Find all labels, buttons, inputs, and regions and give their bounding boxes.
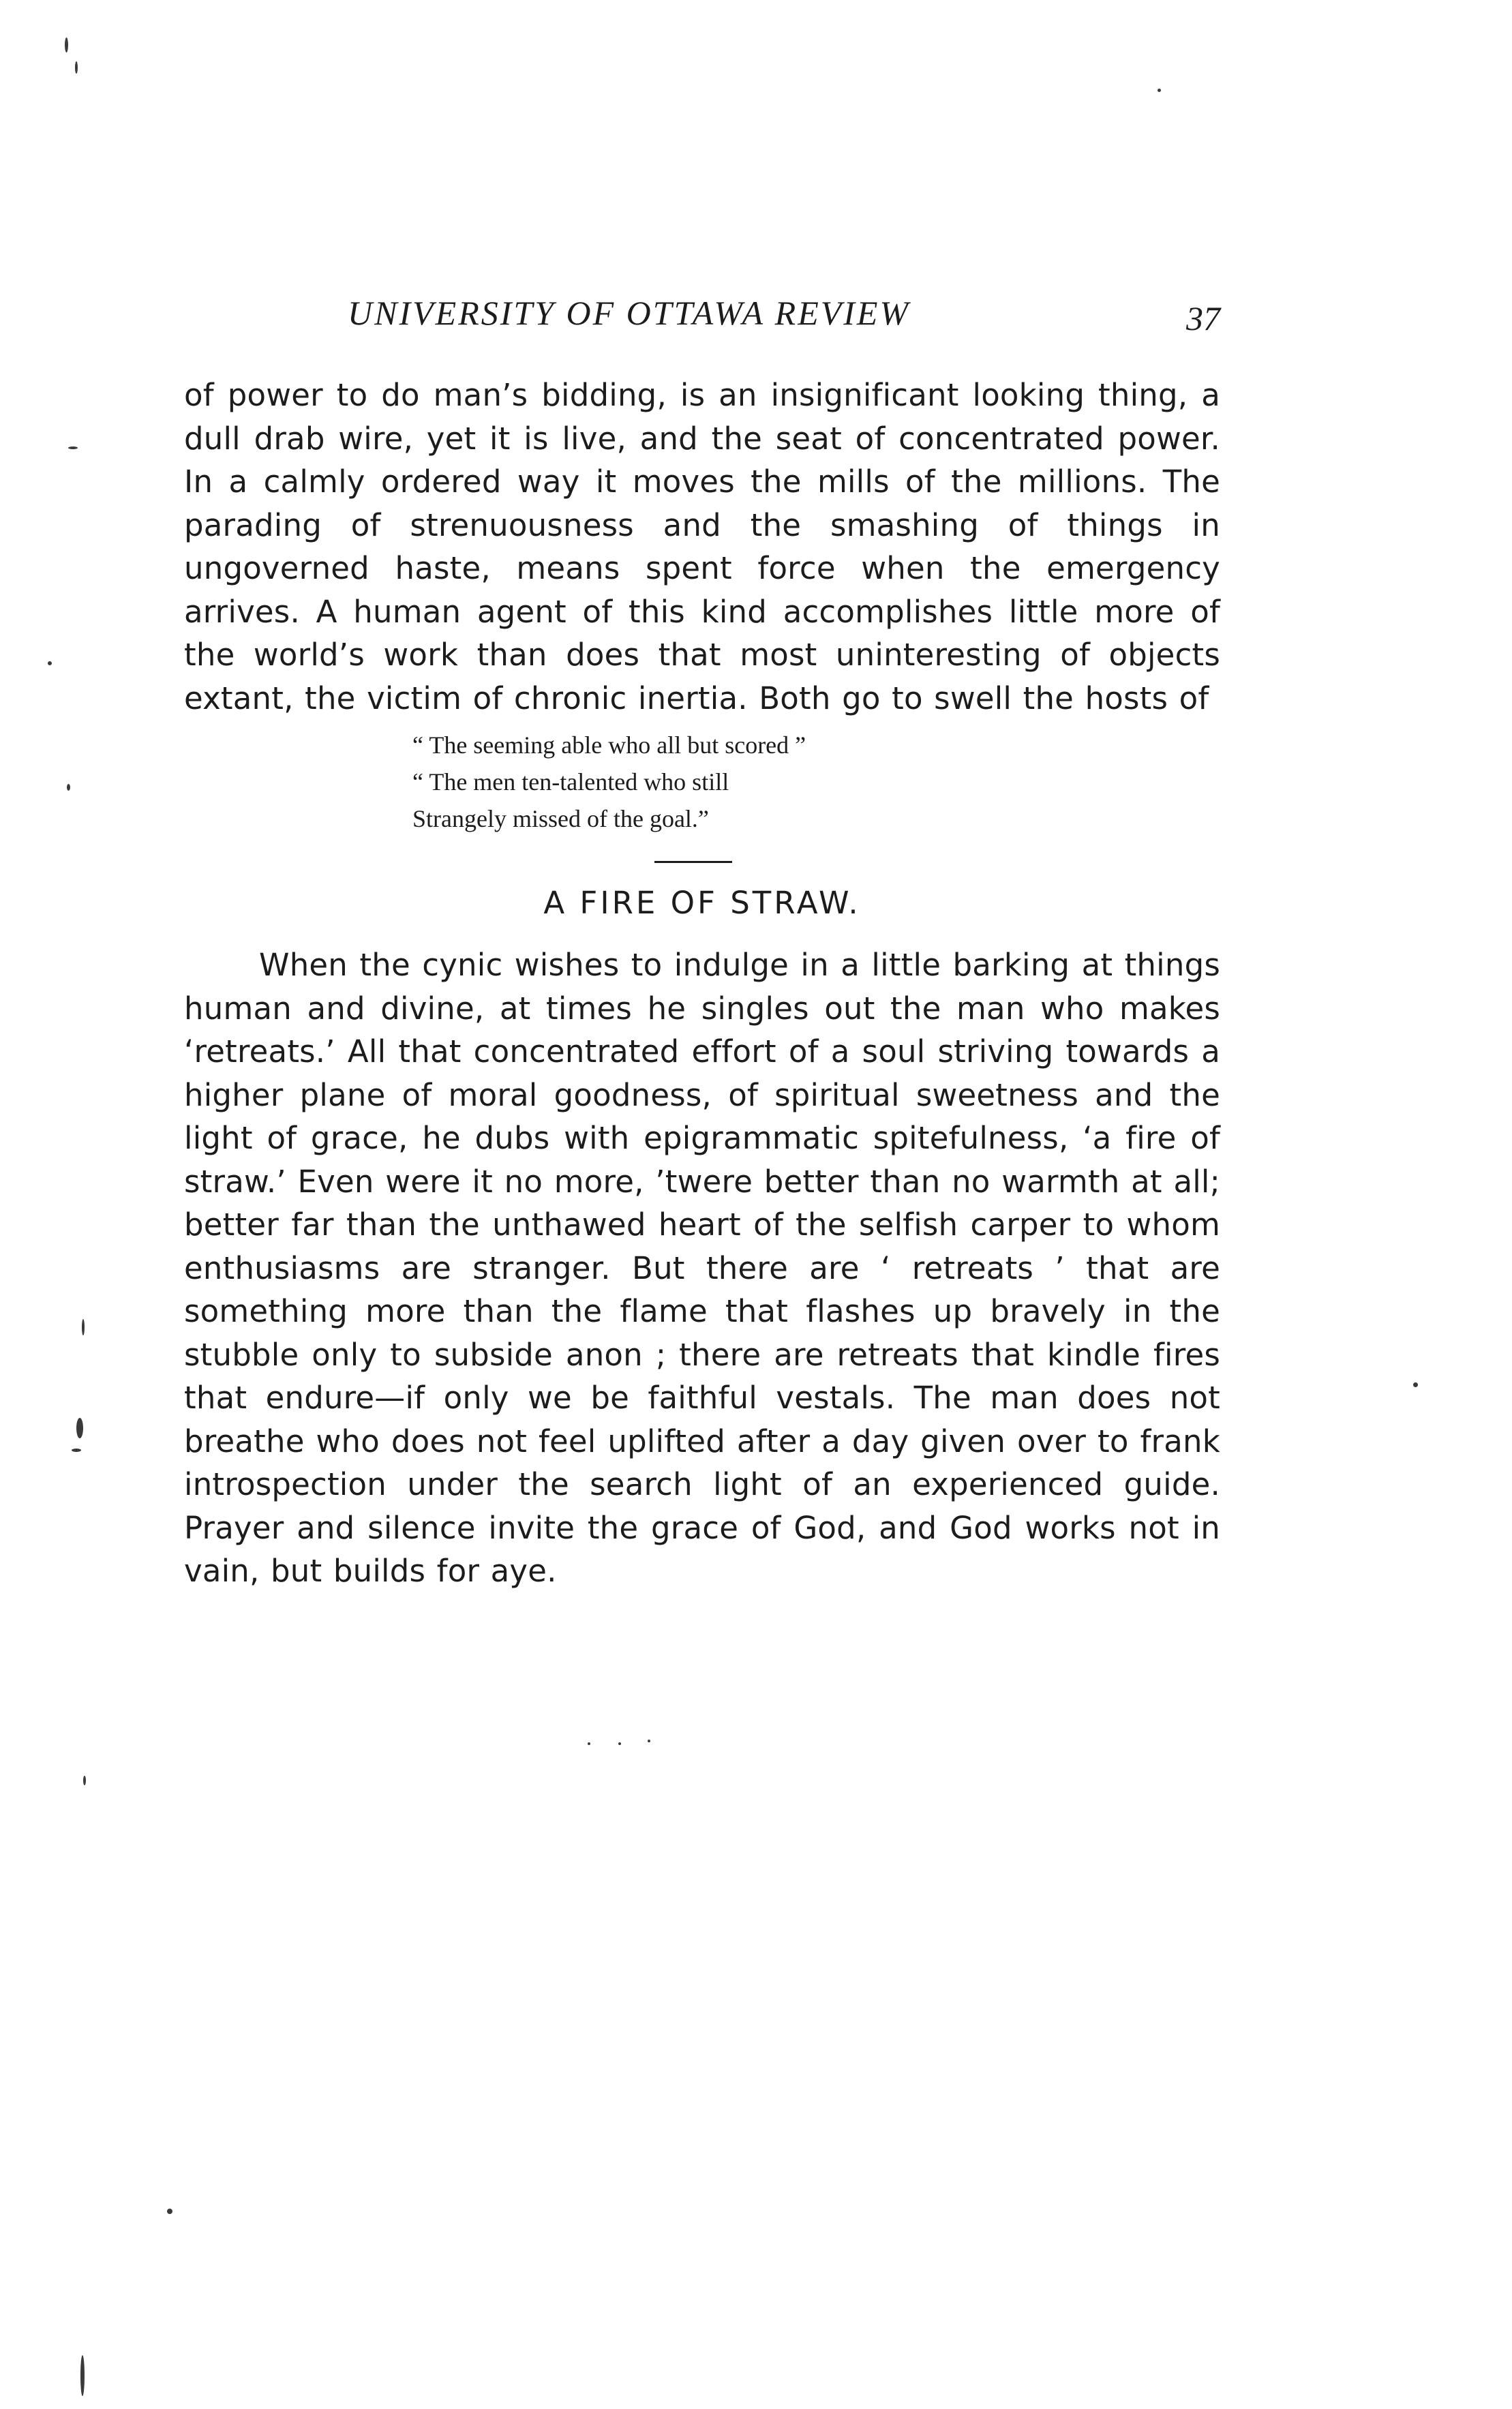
scan-speck bbox=[648, 1740, 650, 1742]
scan-speck bbox=[80, 2355, 85, 2396]
scan-speck bbox=[76, 1418, 83, 1438]
running-title: UNIVERSITY OF OTTAWA REVIEW bbox=[348, 294, 911, 332]
section-heading: A FIRE OF STRAW. bbox=[543, 885, 861, 921]
scan-speck bbox=[82, 1319, 85, 1335]
scan-speck bbox=[618, 1742, 621, 1745]
section-divider-rule bbox=[654, 861, 732, 863]
scan-speck bbox=[167, 2209, 172, 2214]
scan-speck bbox=[68, 446, 78, 449]
scan-speck bbox=[48, 661, 52, 665]
scan-speck bbox=[1158, 89, 1161, 92]
paragraph-section-body: When the cynic wishes to indulge in a little barking at things human and divine, at times he singles out the man who makes ‘retreats.’ All that concentrated effort of a soul striving towards a higher plane of moral goodness, of spiritual sweetness and the light of grace, he dubs with epigrammatic spitefulness, ‘a fire of straw.’ Even were it no more, ’twere better than no warmth at all; better far than the unthawed heart of the selfish carper to whom enthusiasms are stranger. But there are ‘ retreats ’ that are something more than the flame that flashes up bravely in the stubble only to subside anon ; there are retreats that kindle fires that endure—if only we be faithful vestals. The man does not breathe who does not feel uplifted after a day given over to frank introspection under the search light of an experienced guide. Prayer and silence invite the grace of God, and God works not in vain, but builds for aye. bbox=[184, 947, 1220, 1589]
paragraph-continued: of power to do man’s bidding, is an insignificant looking thing, a dull drab wire, yet it is live, and the seat of concentrated power. In a calmly ordered way it moves the mills of the millions. The parading of strenuousness and the smashing of things in ungoverned haste, means spent force when the emergency arrives. A human agent of this kind accomplishes little more of the world’s work than does that most uninteresting of objects extant, the victim of chronic inertia. Both go to swell the hosts of bbox=[184, 377, 1220, 716]
scan-speck bbox=[67, 784, 70, 791]
running-head bbox=[184, 293, 1220, 348]
verse-line: “ The men ten-talented who still bbox=[412, 768, 729, 796]
scan-speck bbox=[1413, 1382, 1418, 1387]
scan-speck bbox=[75, 61, 78, 74]
scan-speck bbox=[65, 37, 68, 52]
page-number: 37 bbox=[1186, 299, 1220, 337]
verse-line: Strangely missed of the goal.” bbox=[412, 805, 709, 832]
scan-speck bbox=[588, 1742, 590, 1745]
scan-speck bbox=[83, 1776, 86, 1785]
verse-line: “ The seeming able who all but scored ” bbox=[412, 731, 806, 759]
quoted-verse bbox=[412, 727, 806, 837]
scan-speck bbox=[72, 1449, 81, 1452]
